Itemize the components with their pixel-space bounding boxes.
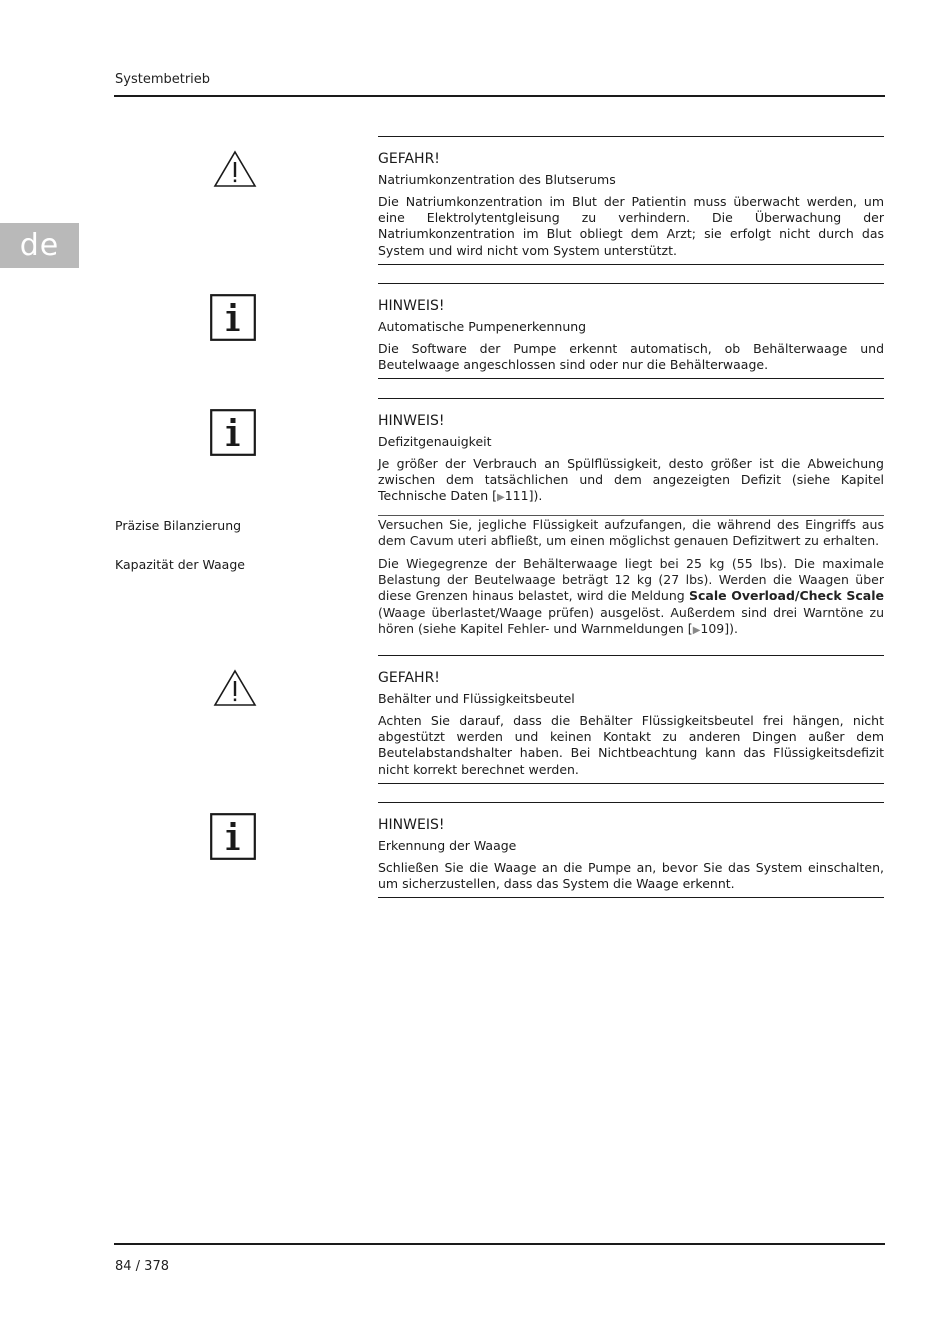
notice-top-rule [378, 136, 884, 137]
danger-notice-sodium [378, 136, 884, 265]
notice-subtitle: Defizitgenauigkeit [378, 434, 492, 449]
info-notice-pump-detection [378, 283, 884, 379]
notice-title: GEFAHR! [378, 670, 440, 686]
notice-title: HINWEIS! [378, 298, 445, 314]
section-text-scale-capacity [378, 556, 884, 639]
header-rule [114, 95, 885, 97]
notice-bottom-rule [378, 897, 884, 898]
notice-text: Achten Sie darauf, dass die Behälter Flüssigkeitsbeutel frei hängen, nicht abgestützt werden und keinen Kontakt zu anderen Dingen außer dem Beutelabstandshalter haben. Bei Nichtbeachtung kann das Flüssigkeitsdefizit nicht korrekt berechnet werden. [378, 713, 884, 777]
system-message: Scale Overload/Check Scale [688, 588, 884, 604]
info-icon [210, 813, 256, 860]
notice-subtitle: Automatische Pumpenerkennung [378, 319, 587, 334]
page-number: 84 / 378 [115, 1259, 169, 1274]
danger-notice-container-bags [378, 655, 884, 784]
notice-bottom-rule [378, 783, 884, 784]
running-header: Systembetrieb [115, 72, 211, 87]
notice-title: HINWEIS! [378, 817, 445, 833]
page-reference-link[interactable]: 109 [700, 620, 725, 636]
info-notice-scale-detection [378, 802, 884, 898]
footer-rule [114, 1243, 885, 1245]
notice-text [378, 456, 884, 507]
notice-title: GEFAHR! [378, 151, 440, 167]
notice-subtitle: Behälter und Flüssigkeitsbeutel [378, 691, 575, 706]
section-text-part: Die Wiegegrenze der Behälterwaage liegt bei 25 kg (55 lbs). Die maximale Belastung der Beutelwaage beträgt 12 kg (27 lbs). Werden die Waagen über diese Grenzen hinaus belastet, wird die Meldung [378, 556, 884, 604]
warning-triangle-icon [213, 150, 257, 188]
language-tab: de [0, 223, 79, 268]
notice-title: HINWEIS! [378, 413, 445, 429]
section-text-balance: Versuchen Sie, jegliche Flüssigkeit aufzufangen, die während des Eingriffs aus dem Cavum uteri abfließt, um einen möglichst genauen Defizitwert zu erhalten. [378, 517, 884, 549]
notice-top-rule [378, 283, 884, 284]
page-ref-arrow-icon: ▶ [692, 624, 701, 636]
notice-top-rule [378, 802, 884, 803]
section-text-part: ]). [724, 620, 738, 636]
notice-text-part: ]). [528, 488, 543, 504]
section-label-balance: Präzise Bilanzierung [115, 518, 242, 533]
section-rule [378, 515, 884, 516]
section-text-part: (Waage überlastet/Waage prüfen) ausgelöst. Außerdem sind drei Warntöne zu hören (siehe Kapitel Fehler- und Warnmeldungen [ [378, 604, 884, 636]
section-label-scale-capacity: Kapazität der Waage [115, 557, 245, 572]
notice-bottom-rule [378, 264, 884, 265]
info-icon [210, 409, 256, 456]
notice-text: Schließen Sie die Waage an die Pumpe an, bevor Sie das System einschalten, um sicherzustellen, dass das System die Waage erkennt. [378, 860, 884, 892]
page-reference-link[interactable]: 111 [504, 488, 529, 504]
info-icon [210, 294, 256, 341]
notice-text: Die Software der Pumpe erkennt automatisch, ob Behälterwaage und Beutelwaage angeschlossen sind oder nur die Behälterwaage. [378, 341, 884, 373]
warning-triangle-icon [213, 669, 257, 707]
notice-bottom-rule [378, 378, 884, 379]
info-notice-deficit-accuracy [378, 398, 884, 507]
notice-subtitle: Erkennung der Waage [378, 838, 517, 853]
notice-text-part: Je größer der Verbrauch an Spülflüssigkeit, desto größer ist die Abweichung zwischen dem tatsächlichen und dem angezeigten Defizit (siehe Kapitel Technische Daten [ [378, 456, 884, 504]
notice-top-rule [378, 655, 884, 656]
notice-top-rule [378, 398, 884, 399]
notice-text: Die Natriumkonzentration im Blut der Patientin muss überwacht werden, um eine Elektrolytentgleisung zu verhindern. Die Überwachung der Natriumkonzentration im Blut obliegt dem Arzt; sie erfolgt nicht durch das System und wird nicht vom System unterstützt. [378, 194, 884, 258]
page-ref-arrow-icon: ▶ [497, 492, 505, 504]
notice-subtitle: Natriumkonzentration des Blutserums [378, 172, 616, 187]
